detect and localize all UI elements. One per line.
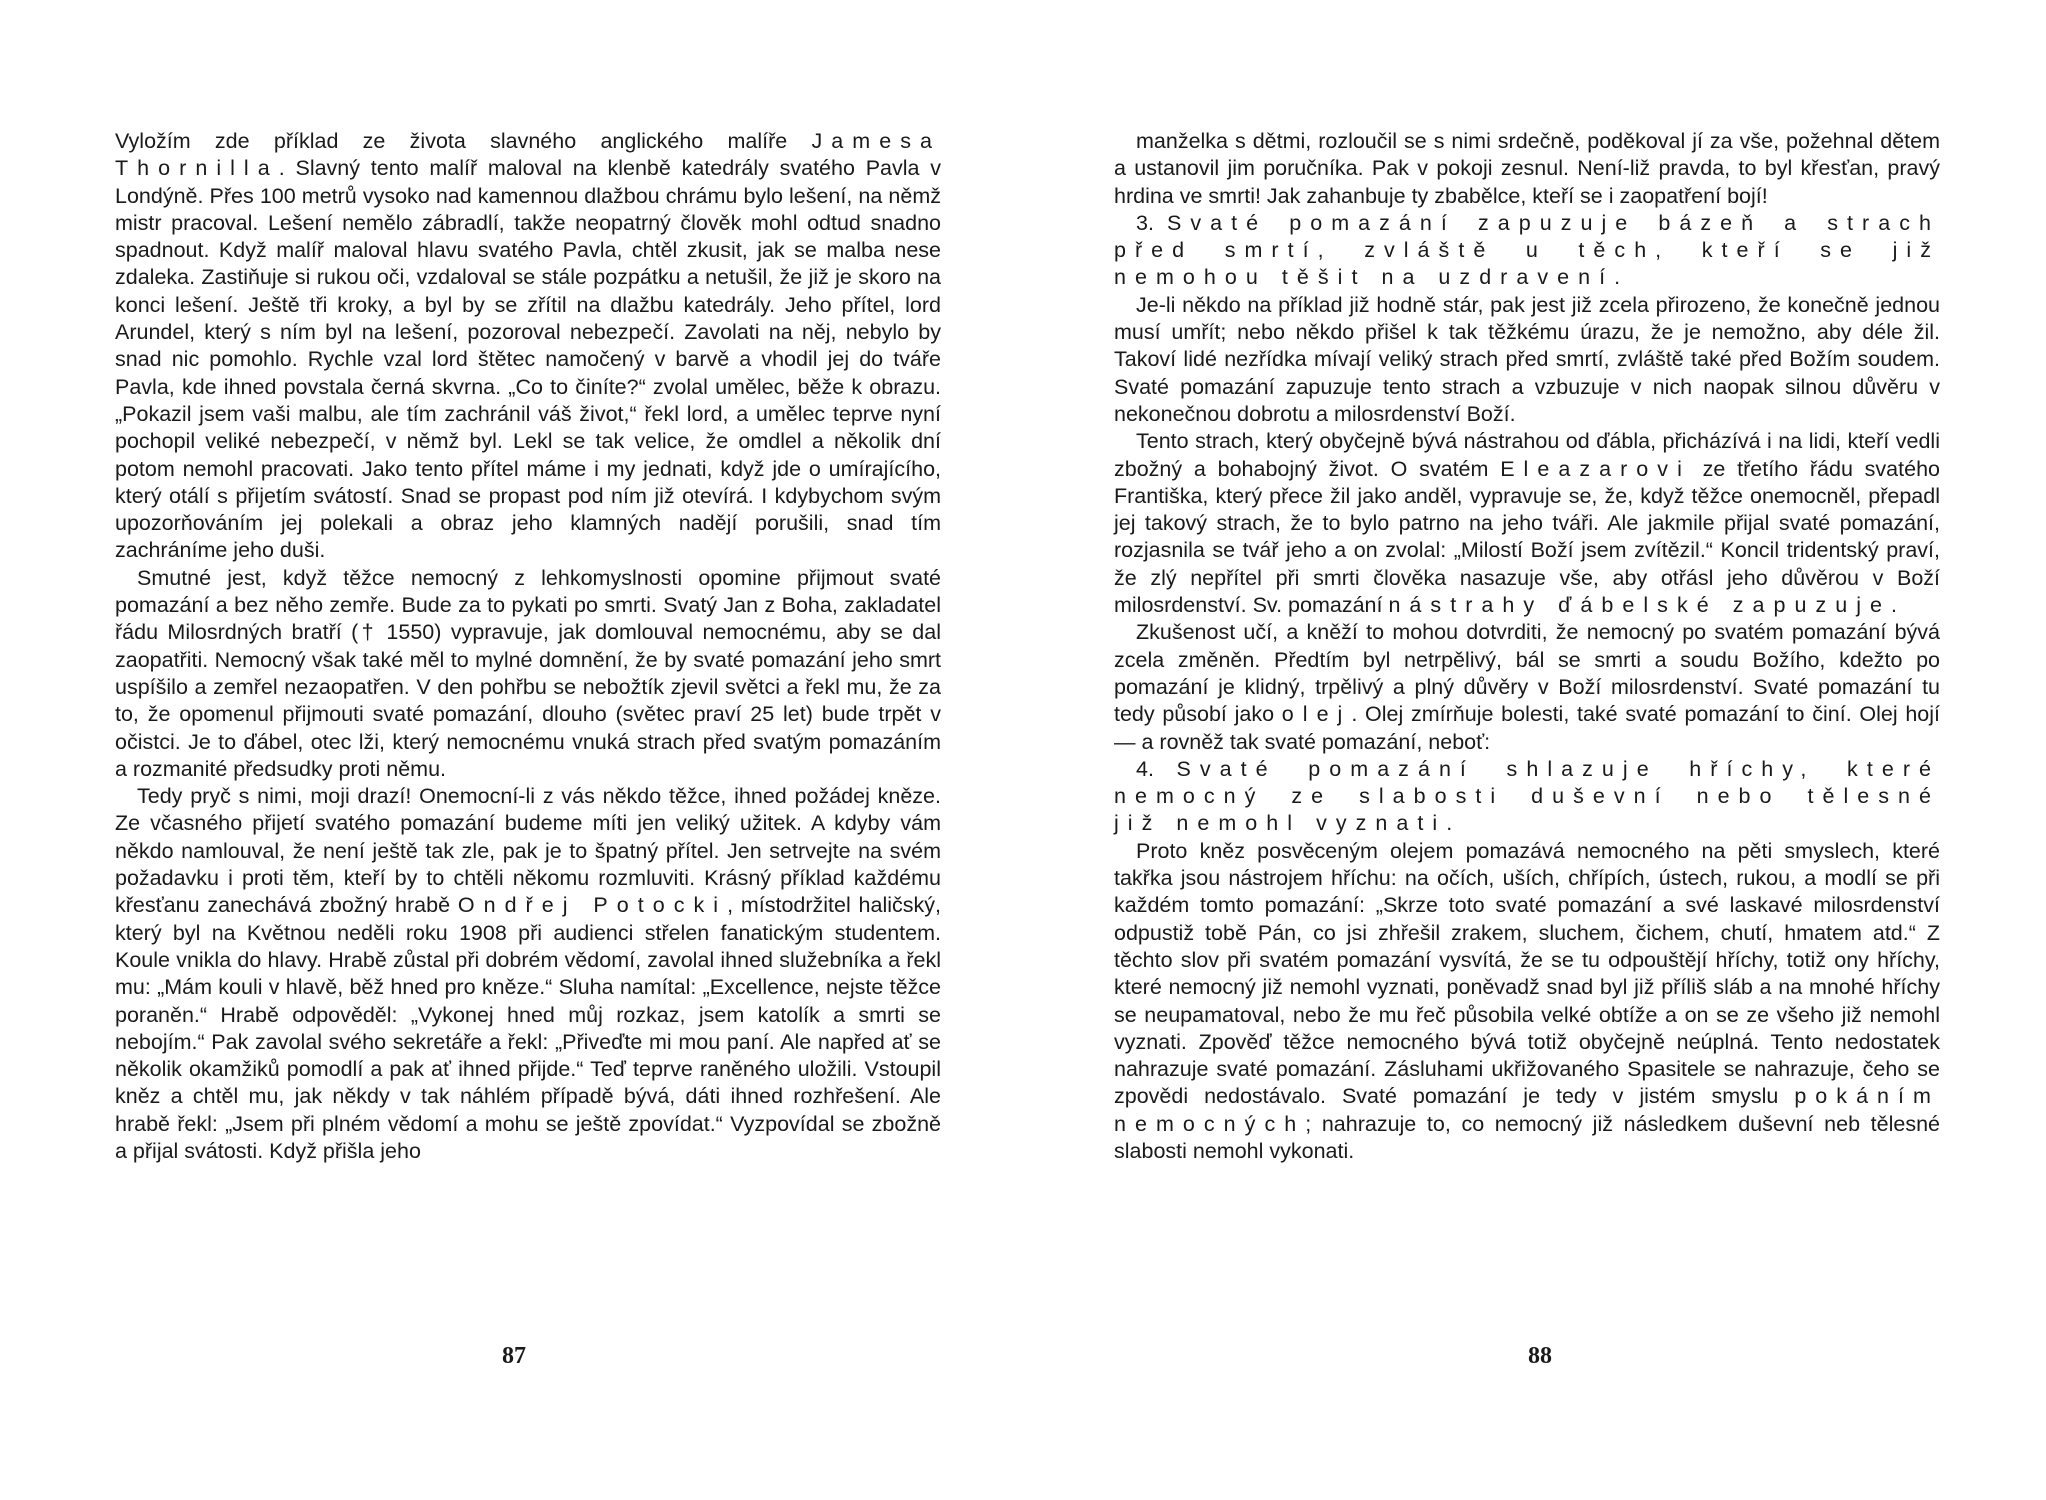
text-run: Zkušenost učí, a kněží to mohou dotvrditi, že nemocný po svatém pomazání bývá zcela změněn. Předtím byl netrpělivý, bál se smrti a soudu Božího, kdežto po pomazání je klidný, trpělivý a plný důvěry v Boží milosrdenství. Svaté pomazání tu tedy působí jako <box>1114 620 1940 727</box>
spaced-emphasis-text: Svaté pomazání zapuzuje bázeň a strach před smrtí, zvláště u těch, kteří se již nemohou těšit na uzdravení <box>1114 210 1940 290</box>
spaced-emphasis-text: nástrahy ďábelské zapuzuje <box>1388 593 1892 618</box>
spaced-emphasis-text: Jamesa Thornilla <box>115 129 941 181</box>
paragraph <box>115 565 941 783</box>
left-page-text <box>115 128 941 1165</box>
text-run: ze třetího řádu svatého Františka, který přece žil jako anděl, vypravuje se, že, když těžce onemocněl, přepadl jej takový strach, že to bylo patrno na jeho tváři. Ale jakmile přijal svaté pomazání, rozjasnila se tvář jeho a on zvolal: „Milostí Boží jsem zvítězil.“ Koncil tridentský praví, že zlý nepřítel při smrti člověka nasazuje vše, aby otřásl jeho důvěrou v Boží milosrdenství. Sv. pomazání <box>1114 456 1940 618</box>
right-page-text <box>1114 128 1940 1165</box>
spaced-emphasis-text: Eleazarovi <box>1500 456 1691 481</box>
paragraph <box>115 128 941 565</box>
text-run: . <box>1614 265 1621 290</box>
paragraph <box>1114 838 1940 1166</box>
text-run: Smutné jest, když těžce nemocný z lehkomyslnosti opomine přijmout svaté pomazání a bez něho zemře. Bude za to pykati po smrti. Svatý Jan z Boha, zakladatel řádu Milosrdných bratří († 1550) vypravuje, jak domlouval nemocnému, aby se dal zaopatřiti. Nemocný však také měl to mylné domnění, že by svaté pomazání jeho smrt uspíšilo a zemřel nezaopatřen. V den pohřbu se nebožtík zjevil světci a řekl mu, že za to, že opomenul přijmouti svaté pomazání, dlouho (světec praví 25 let) bude trpět v očistci. Je to ďábel, otec lži, který nemocnému vnuká strach před svatým pomazáním a rozmanité předsudky proti němu. <box>115 565 941 781</box>
text-run: Tento strach, který obyčejně bývá nástrahou od ďábla, přicházívá i na lidi, kteří vedli zbožný a bohabojný život. O svatém <box>1114 429 1940 481</box>
spaced-emphasis-text: olej <box>1281 702 1352 727</box>
text-run: Proto kněz posvěceným olejem pomazává nemocného na pěti smyslech, které takřka jsou nástrojem hříchu: na očích, uších, chřípích, ústech, rukou, a modlí se při každém tomto pomazání: „Skrze toto svaté pomazání a své laskavé milosrdenství odpustiž tobě Pán, co jsi zhřešil zrakem, sluchem, čichem, chutí, hmatem atd.“ Z těchto slov při svatém pomazání vysvítá, že se tu odpouštějí hříchy, totiž ony hříchy, které nemocný již nemohl vyznati, poněvadž snad byl již příliš sláb a na mnohé hříchy se neupamatoval, nebo že mu řeč působila velké obtíže a on se ze všeho již nemohl vyznati. Zpověď těžce nemocného bývá totiž obyčejně neúplná. Tento nedostatek nahrazuje svaté pomazání. Zásluhami ukřižovaného Spasitele se nahrazuje, čeho se zpovědi nedostávalo. Svaté pomazání je tedy v jistém smyslu <box>1114 838 1940 1109</box>
text-run: . Olej zmírňuje bolesti, také svaté pomazání to činí. Olej hojí — a rovněž tak svaté pomazání, neboť: <box>1114 702 1940 754</box>
text-run: Je-li někdo na příklad již hodně stár, pak jest již zcela přirozeno, že konečně jednou musí umřít; nebo někdo přišel k tak těžkému úrazu, že je nemožno, aby déle žil. Takoví lidé nezřídka mívají veliký strach před smrtí, zvláště také před Božím soudem. Svaté pomazání zapuzuje tento strach a vzbuzuje v nich naopak silnou důvěru v nekonečnou dobrotu a milosrdenství Boží. <box>1114 292 1940 426</box>
spaced-emphasis-text: Svaté pomazání shlazuje hříchy, které nemocný ze slabosti duševní nebo tělesné již nemohl vyznati <box>1114 756 1941 836</box>
paragraph <box>115 783 941 1165</box>
text-run: Tedy pryč s nimi, moji drazí! Onemocní-li z vás někdo těžce, ihned požádej kněze. Ze včasného přijetí svatého pomazání budeme míti jen veliký užitek. A kdyby vám někdo namlouval, že není ještě tak zle, pak je to špatný přítel. Jen setrvejte na svém požadavku i proti těm, kteří by to chtěli někomu rozmluviti. Krásný příklad každému křesťanu zanechává zbožný hrabě <box>115 784 941 918</box>
text-run: Vyložím zde příklad ze života slavného anglického malíře <box>115 129 812 153</box>
text-run: . <box>1891 593 1897 618</box>
text-run: . <box>1446 811 1453 836</box>
paragraph <box>1114 756 1940 838</box>
text-run: 4. <box>1136 756 1177 781</box>
text-run: , místodržitel haličský, který byl na Květnou neděli roku 1908 při audienci střelen fanatickým studentem. Koule vnikla do hlavy. Hrabě zůstal při dobrém vědomí, zavolal ihned služebníka a řekl mu: „Mám kouli v hlavě, běž hned pro kněze.“ Sluha namítal: „Excellence, nejste těžce poraněn.“ Hrabě odpověděl: „Vykonej hned můj rozkaz, jsem katolík a smrti se nebojím.“ Pak zavolal svého sekretáře a řekl: „Přiveďte mi mou paní. Ale napřed ať se několik okamžiků pomodlí a pak ať ihned přijde.“ Teď teprve raněného uložili. Vstoupil kněz a chtěl mu, jak někdy v tak náhlém případě bývá, dáti ihned rozhřešení. Ale hrabě řekl: „Jsem při plném vědomí a mohu se ještě zpovídat.“ Vyzpovídal se zbožně a přijal svátosti. Když přišla jeho <box>115 893 941 1163</box>
right-page-number: 88 <box>1528 1343 1552 1369</box>
paragraph <box>1114 128 1940 210</box>
paragraph <box>1114 428 1940 619</box>
left-page-number: 87 <box>502 1343 526 1369</box>
text-run: manželka s dětmi, rozloučil se s nimi srdečně, poděkoval jí za vše, požehnal dětem a ustanovil jim poručníka. Pak v pokoji zesnul. Není-liž pravda, to byl křesťan, pravý hrdina ve smrti! Jak zahanbuje ty zbabělce, kteří se i zaopatření bojí! <box>1114 129 1940 208</box>
text-run: 3. <box>1136 210 1167 235</box>
right-page <box>1114 128 1940 1165</box>
paragraph <box>1114 210 1940 292</box>
paragraph <box>1114 292 1940 428</box>
text-run: ; nahrazuje to, co nemocný již následkem duševní neb tělesné slabosti nemohl vykonati. <box>1114 1111 1940 1163</box>
text-run: . Slavný tento malíř maloval na klenbě katedrály svatého Pavla v Londýně. Přes 100 metrů vysoko nad kamennou dlažbou chrámu bylo lešení, na němž mistr pracoval. Lešení nemělo zábradlí, takže neopatrný člověk mohl odtud snadno spadnout. Když malíř maloval hlavu svatého Pavla, chtěl zkusit, jak se malba nese zdaleka. Zastiňuje si rukou oči, vzdaloval se stále pozpátku a netušil, že již je skoro na konci lešení. Ještě tři kroky, a byl by se zřítil na dlažbu katedrály. Jeho přítel, lord Arundel, který s ním byl na lešení, pozoroval nebezpečí. Zavolati na něj, nebylo by snad nic pomohlo. Rychle vzal lord štětec namočený v barvě a vhodil jej do tváře Pavla, kde ihned povstala černá skvrna. „Co to činíte?“ zvolal umělec, běže k obrazu. „Pokazil jsem vaši malbu, ale tím zachránil váš život,“ řekl lord, a umělec teprve nyní pochopil veliké nebezpečí, v němž byl. Lekl se tak velice, že omdlel a několik dní potom nemohl pracovati. Jako tento přítel máme i my jednati, když jde o umírajícího, který otálí s přijetím svátostí. Snad se propast pod ním již otevírá. I kdybychom svým upozorňováním jej polekali a obraz jeho klamných nadějí porušili, snad tím zachráníme jeho duši. <box>115 156 941 563</box>
spaced-emphasis-text: pokáním nemocných <box>1114 1084 1940 1136</box>
left-page <box>115 128 941 1165</box>
paragraph <box>1114 619 1940 755</box>
spaced-emphasis-text: Ondřej Potocki <box>457 893 728 918</box>
